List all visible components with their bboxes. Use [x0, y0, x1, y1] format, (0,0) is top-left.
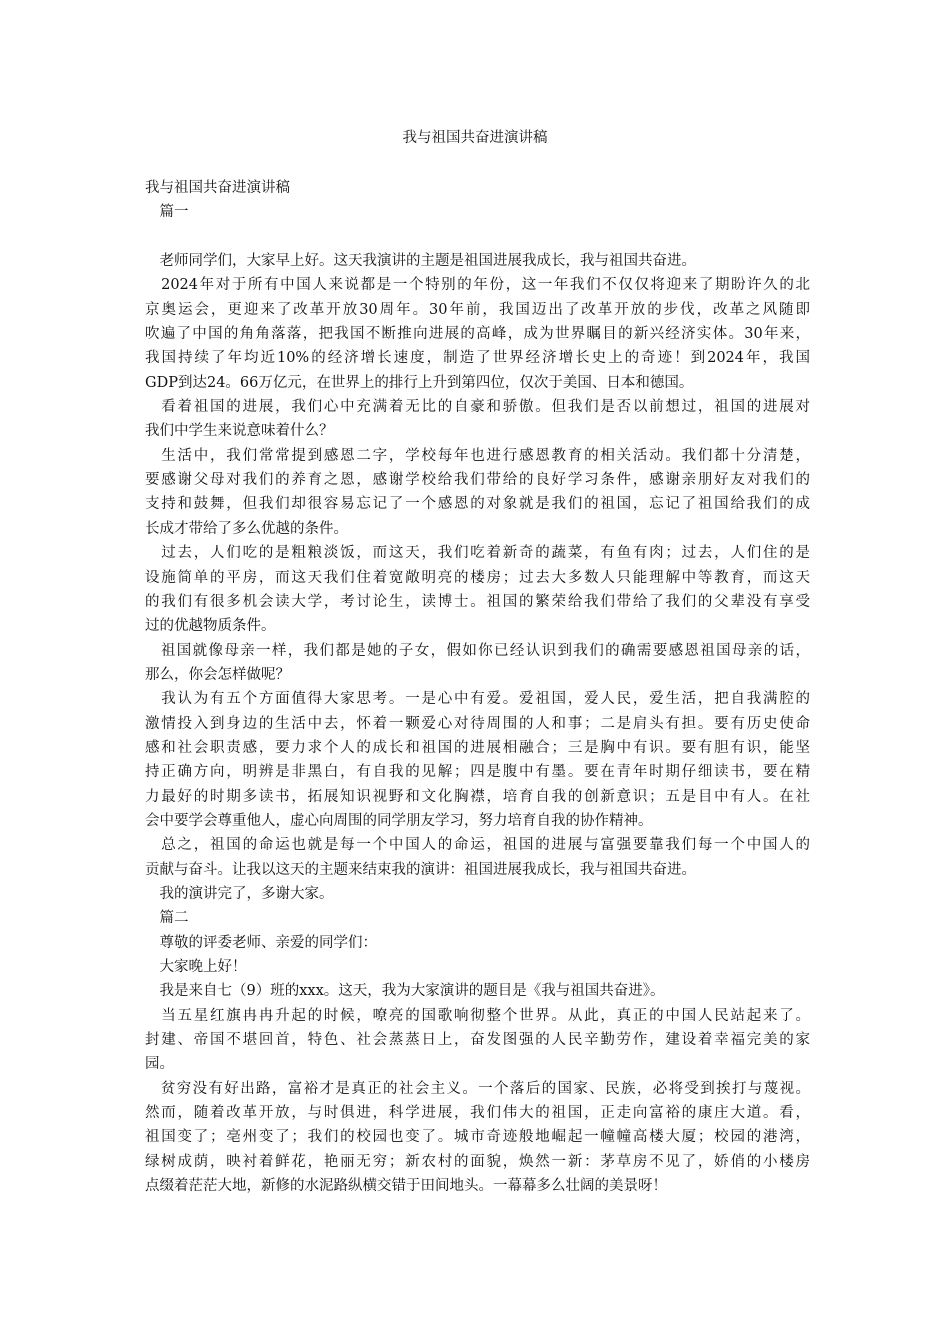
text-line: 篇二 — [145, 910, 189, 927]
text-line: 园。 — [145, 1056, 174, 1073]
text-line: 会中要学会尊重他人，虚心向周围的同学朋友学习，努力培育自我的协作精神。 — [145, 812, 653, 829]
page-title: 我与祖国共奋进演讲稿 — [402, 130, 548, 146]
text-line: 我国持续了年均近10%的经济增长速度，制造了世界经济增长史上的奇迹！到2024年，我国 — [145, 350, 810, 367]
text-line: 京奥运会，更迎来了改革开放30周年。30年前，我国迈出了改革开放的步伐，改革之风随即 — [145, 301, 810, 318]
text-line: 激情投入到身边的生活中去，怀着一颗爱心对待周围的人和事；二是肩头有担。要有历史使命 — [145, 715, 810, 732]
text-line: 贡献与奋斗。让我以这天的主题来结束我的演讲：祖国进展我成长，我与祖国共奋进。 — [145, 861, 696, 878]
text-line: 过的优越物质条件。 — [145, 618, 276, 635]
text-line: 然而，随着改革开放，与时俱进，科学进展，我们伟大的祖国，正走向富裕的康庄大道。看， — [145, 1105, 810, 1122]
text-line: 祖国就像母亲一样，我们都是她的子女，假如你已经认识到我们的确需要感恩祖国母亲的话， — [145, 642, 810, 659]
text-line: 封建、帝国不堪回首，特色、社会蒸蒸日上，奋发图强的人民辛勤劳作，建设着幸福完美的家 — [145, 1032, 810, 1049]
text-line: 我是来自七（9）班的xxx。这天，我为大家演讲的题目是《我与祖国共奋进》。 — [145, 983, 665, 1000]
text-line: 绿树成荫，映衬着鲜花，艳丽无穷；新农村的面貌，焕然一新：茅草房不见了，娇俏的小楼房 — [145, 1153, 810, 1170]
text-line: 点缀着茫茫大地，新修的水泥路纵横交错于田间地头。一幕幕多么壮阔的美景呀！ — [145, 1178, 667, 1195]
text-line: 看着祖国的进展，我们心中充满着无比的自豪和骄傲。但我们是否以前想过，祖国的进展对 — [145, 399, 810, 416]
text-line: 过去，人们吃的是粗粮淡饭，而这天，我们吃着新奇的蔬菜，有鱼有肉；过去，人们住的是 — [145, 545, 810, 562]
text-line: 吹遍了中国的角角落落，把我国不断推向进展的高峰，成为世界瞩目的新兴经济实体。30年来， — [145, 326, 810, 343]
text-line: 的我们有很多机会读大学，考讨论生，读博士。祖国的繁荣给我们带给了我们的父辈没有享受 — [145, 593, 810, 610]
text-line: 我认为有五个方面值得大家思考。一是心中有爱。爱祖国，爱人民，爱生活，把自我满腔的 — [145, 691, 810, 708]
text-line: 老师同学们，大家早上好。这天我演讲的主题是祖国进展我成长，我与祖国共奋进。 — [145, 253, 696, 270]
blank-line — [145, 225, 810, 249]
text-line: 贫穷没有好出路，富裕才是真正的社会主义。一个落后的国家、民族，必将受到挨打与蔑视。 — [145, 1080, 810, 1097]
text-line: 大家晚上好！ — [145, 959, 247, 975]
text-line: 当五星红旗冉冉升起的时候，嘹亮的国歌响彻整个世界。从此，真正的中国人民站起来了。 — [145, 1007, 810, 1024]
text-line: 2024年对于所有中国人来说都是一个特别的年份，这一年我们不仅仅将迎来了期盼许久的北 — [145, 277, 810, 294]
text-line: 设施简单的平房，而这天我们住着宽敞明亮的楼房；过去大多数人只能理解中等教育，而这天 — [145, 569, 810, 586]
text-line: GDP到达24。66万亿元，在世界上的排行上升到第四位，仅次于美国、日本和德国。 — [145, 374, 694, 391]
text-line: 生活中，我们常常提到感恩二字，学校每年也进行感恩教育的相关活动。我们都十分清楚， — [145, 447, 810, 464]
text-line: 我们中学生来说意味着什么？ — [145, 423, 334, 440]
document-body — [145, 176, 810, 1198]
text-line: 感和社会职责感，要力求个人的成长和祖国的进展相融合；三是胸中有识。要有胆有识，能坚 — [145, 739, 810, 756]
text-line: 要感谢父母对我们的养育之恩，感谢学校给我们带给的良好学习条件，感谢亲朋好友对我们的 — [145, 472, 810, 489]
text-line: 力最好的时期多读书，拓展知识视野和文化胸襟，培育自我的创新意识；五是目中有人。在社 — [145, 788, 810, 805]
text-line: 长成才带给了多么优越的条件。 — [145, 520, 348, 537]
text-line: 篇一 — [145, 204, 189, 221]
text-line: 持正确方向，明辨是非黑白，有自我的见解；四是腹中有墨。要在青年时期仔细读书，要在精 — [145, 764, 810, 781]
text-line: 我的演讲完了，多谢大家。 — [145, 885, 334, 902]
text-line: 我与祖国共奋进演讲稿 — [145, 180, 290, 196]
text-line: 支持和鼓舞，但我们却很容易忘记了一个感恩的对象就是我们的祖国，忘记了祖国给我们的成 — [145, 496, 810, 513]
text-line: 那么，你会怎样做呢？ — [145, 666, 290, 683]
text-line: 祖国变了；亳州变了；我们的校园也变了。城市奇迹般地崛起一幢幢高楼大厦；校园的港湾， — [145, 1129, 810, 1146]
text-line: 总之，祖国的命运也就是每一个中国人的命运，祖国的进展与富强要靠我们每一个中国人的 — [145, 837, 810, 854]
text-line: 尊敬的评委老师、亲爱的同学们： — [145, 934, 377, 951]
